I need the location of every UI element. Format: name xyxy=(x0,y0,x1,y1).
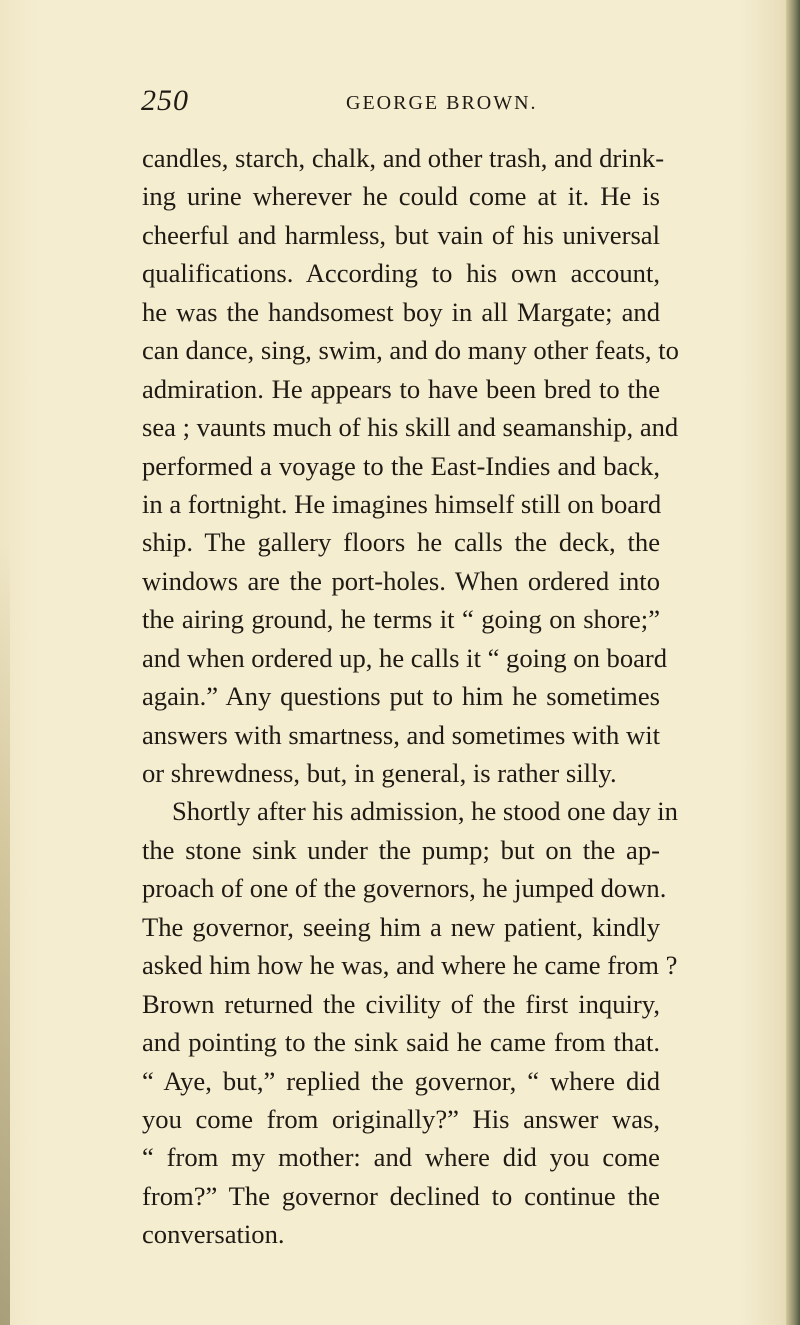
text-line: again.” Any questions put to him he sometimes xyxy=(142,681,660,712)
text-line: “ Aye, but,” replied the governor, “ where did xyxy=(142,1065,660,1096)
text-line: ship. The gallery floors he calls the deck, the xyxy=(142,527,660,558)
text-line: in a fortnight. He imagines himself still on board xyxy=(142,488,662,519)
running-head: GEORGE BROWN. xyxy=(346,92,538,114)
page-header xyxy=(141,84,661,124)
text-line: ing urine wherever he could come at it. He is xyxy=(142,181,660,212)
text-line: admiration. He appears to have been bred to the xyxy=(142,373,660,404)
text-line: and pointing to the sink said he came from that. xyxy=(142,1027,660,1058)
text-line: and when ordered up, he calls it “ going on board xyxy=(142,642,668,673)
text-line: windows are the port-holes. When ordered into xyxy=(142,565,660,596)
page-gutter-shadow xyxy=(0,540,10,1325)
text-line: performed a voyage to the East-Indies and back, xyxy=(142,450,660,481)
text-line: the airing ground, he terms it “ going on shore;” xyxy=(142,604,660,635)
body-text xyxy=(142,139,679,1254)
text-line: proach of one of the governors, he jumped down. xyxy=(142,873,667,904)
page-number: 250 xyxy=(141,84,189,117)
text-line: answers with smartness, and sometimes with wit xyxy=(142,719,660,750)
text-line: candles, starch, chalk, and other trash, and drink- xyxy=(142,143,665,173)
text-line: “ from my mother: and where did you come xyxy=(142,1142,660,1173)
text-line: cheerful and harmless, but vain of his universal xyxy=(142,219,660,250)
text-line: sea ; vaunts much of his skill and seamanship, and xyxy=(142,412,679,443)
text-line: qualifications. According to his own account, xyxy=(142,258,660,289)
text-line: he was the handsomest boy in all Margate; and xyxy=(142,296,660,327)
text-line: from?” The governor declined to continue the xyxy=(142,1180,660,1211)
text-line: Shortly after his admission, he stood one day in xyxy=(172,796,678,827)
text-line: asked him how he was, and where he came from ? xyxy=(142,950,678,981)
text-line: can dance, sing, swim, and do many other feats, to xyxy=(142,335,679,366)
text-line: The governor, seeing him a new patient, kindly xyxy=(142,911,660,942)
text-line: conversation. xyxy=(142,1219,285,1250)
text-line: or shrewdness, but, in general, is rather silly. xyxy=(142,758,617,788)
page-edge-shadow xyxy=(786,0,800,1325)
text-line: you come from originally?” His answer was, xyxy=(142,1103,660,1134)
text-line: Brown returned the civility of the first inquiry, xyxy=(142,988,660,1019)
text-line: the stone sink under the pump; but on the ap- xyxy=(142,834,660,865)
